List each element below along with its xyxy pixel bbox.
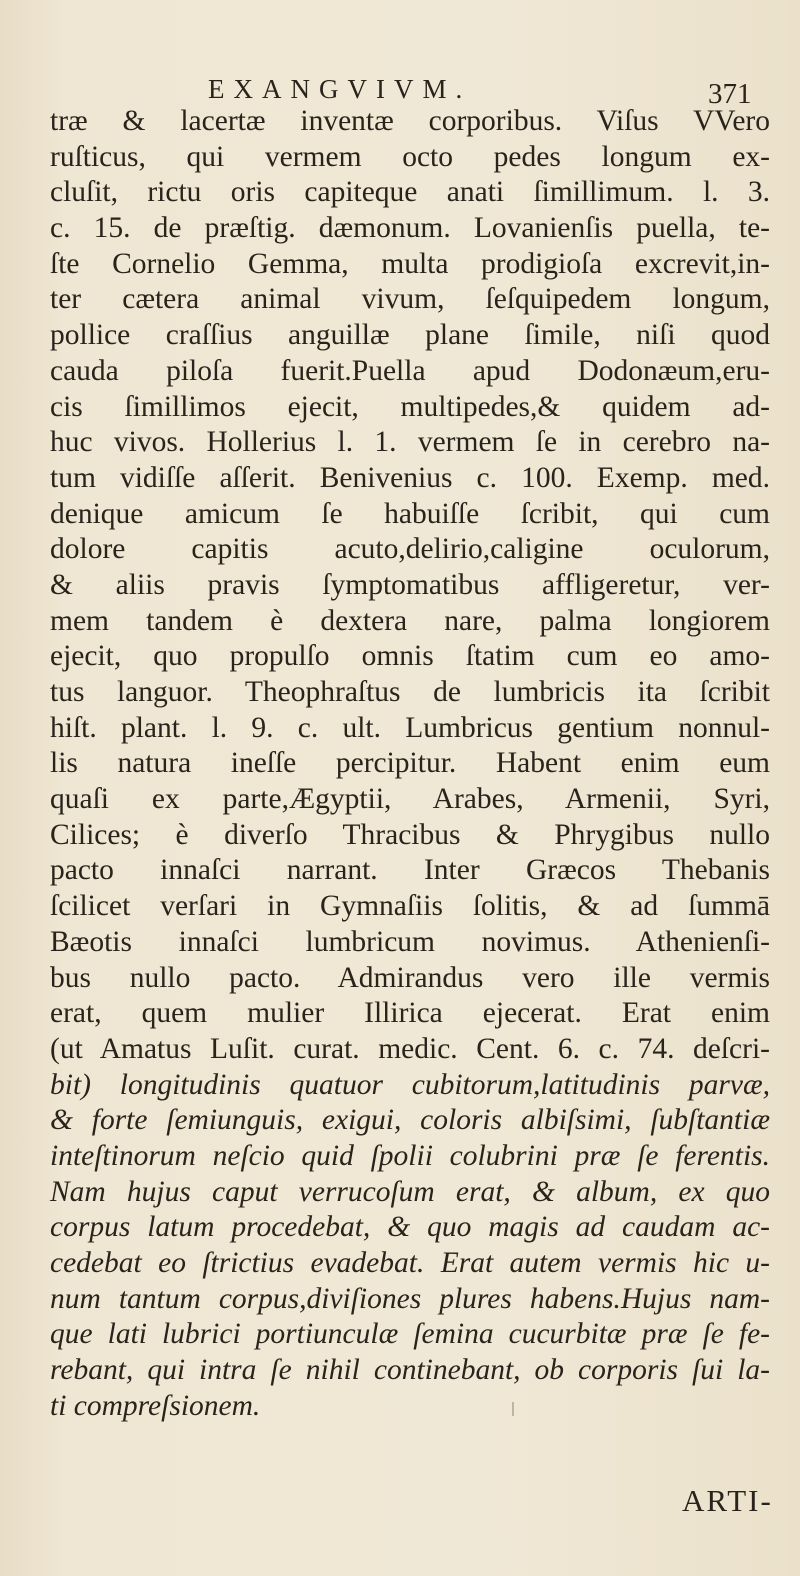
text-line: denique amicum ſe habuiſſe ſcribit, qui cum [50,497,770,530]
text-line: ſte Cornelio Gemma, multa prodigioſa excrevit,in- [50,247,770,280]
text-line: hiſt. plant. l. 9. c. ult. Lumbricus gentium nonnul- [50,711,770,744]
text-line: ruſticus, qui vermem octo pedes longum ex- [50,140,770,173]
text-line: tum vidiſſe aſſerit. Benivenius c. 100. Exemp. med. [50,461,770,494]
text-line: ſcilicet verſari in Gymnaſiis ſolitis, & ad ſummā [50,890,770,923]
text-line: que lati lubrici portiunculæ ſemina cucurbitæ præ ſe fe- [50,1318,770,1351]
text-line: tus languor. Theophraſtus de lumbricis ita ſcribit [50,676,770,708]
text-line: bit) longitudinis quatuor cubitorum,latitudinis parvæ, [50,1068,770,1101]
text-line: huc vivos. Hollerius l. 1. vermem ſe in cerebro na- [50,426,770,459]
text-line: (ut Amatus Luſit. curat. medic. Cent. 6. c. 74. deſcri- [50,1032,770,1065]
text-line: mem tandem è dextera nare, palma longiorem [50,604,770,637]
text-line: Bæotis innaſci lumbricum novimus. Athenienſi- [50,925,770,958]
body-text [50,104,770,1424]
catchword: ARTI- [682,1483,773,1518]
text-line: træ & lacertæ inventæ corporibus. Viſus VVero [50,105,770,137]
text-line: ejecit, quo propulſo omnis ſtatim cum eo amo- [50,640,770,673]
text-line: num tantum corpus,diviſiones plures habens.Hujus nam- [50,1282,770,1315]
text-line: pacto innaſci narrant. Inter Græcos Thebanis [50,854,770,887]
text-line: pollice craſſius anguillæ plane ſimile, niſi quod [50,319,770,352]
text-line: quaſi ex parte,Ægyptii, Arabes, Armenii, Syri, [50,783,770,816]
text-line: cis ſimillimos ejecit, multipedes,& quidem ad- [50,390,770,423]
text-line: inteſtinorum neſcio quid ſpolii colubrini præ ſe ferentis. [50,1139,770,1172]
text-line: & forte ſemiunguis, exigui, coloris albiſsimi, ſubſtantiæ [50,1104,770,1137]
text-line: erat, quem mulier Illirica ejecerat. Erat enim [50,997,770,1030]
text-line: lis natura ineſſe percipitur. Habent enim eum [50,747,770,780]
text-line: cauda piloſa fuerit.Puella apud Dodonæum,eru- [50,354,770,387]
text-line: Cilices; è diverſo Thracibus & Phrygibus nullo [50,818,770,851]
text-line: ti compreſsionem. [50,1389,261,1422]
text-line: c. 15. de præſtig. dæmonum. Lovanienſis puella, te- [50,212,770,245]
text-line: cluſit, rictu oris capiteque anati ſimillimum. l. 3. [50,176,770,209]
text-line: corpus latum procedebat, & quo magis ad caudam ac- [50,1211,770,1244]
page-number: 371 [708,78,752,110]
text-line: & aliis pravis ſymptomatibus affligeretur, ver- [50,568,770,601]
text-line: bus nullo pacto. Admirandus vero ille vermis [50,961,770,994]
text-line: Nam hujus caput verrucoſum erat, & album, ex quo [50,1175,770,1208]
text-line: ter cætera animal vivum, ſeſquipedem longum, [50,283,770,316]
running-head: EXANGVIVM. [208,74,472,104]
text-line: dolore capitis acuto,delirio,caligine oculorum, [50,533,770,566]
paper-speck [512,1402,514,1416]
text-line: cedebat eo ſtrictius evadebat. Erat autem vermis hic u- [50,1247,770,1279]
text-line: rebant, qui intra ſe nihil continebant, ob corporis ſui la- [50,1354,770,1387]
